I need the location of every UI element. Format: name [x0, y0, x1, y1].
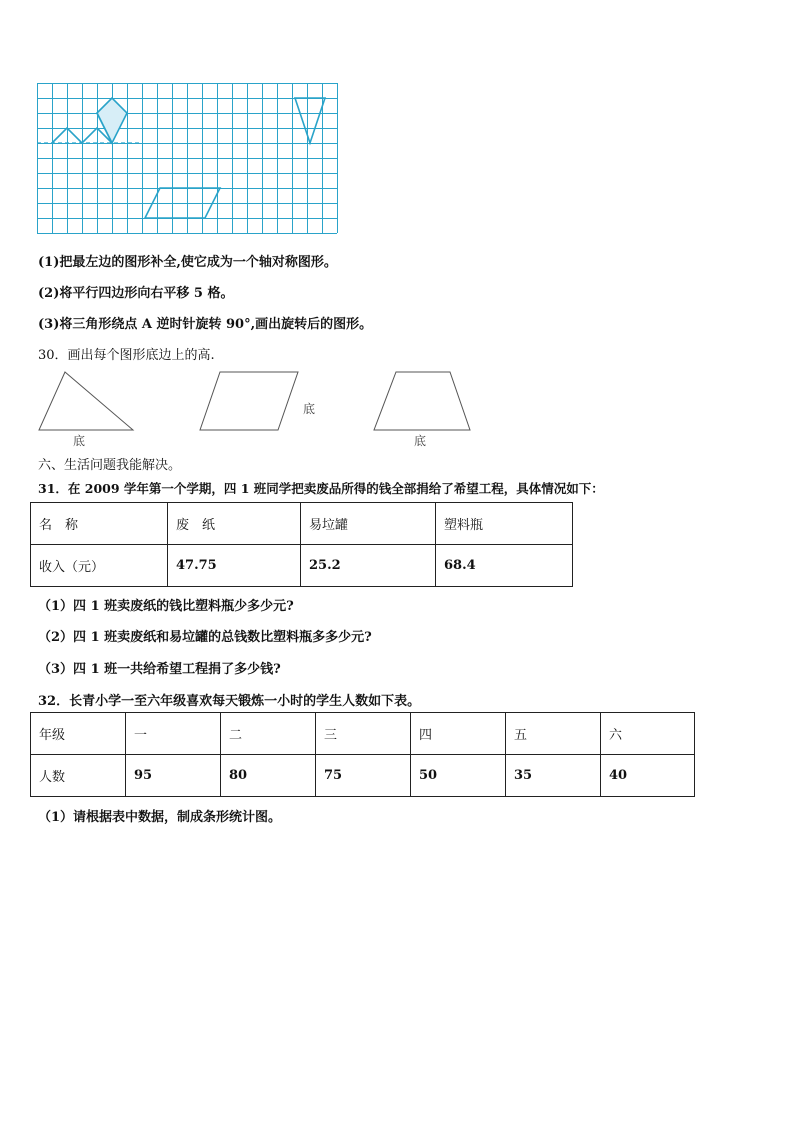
table-cell: 人数: [31, 755, 126, 797]
q31-table: [30, 502, 573, 587]
question-32-title: 32．长青小学一至六年级喜欢每天锻炼一小时的学生人数如下表。: [38, 694, 421, 709]
table-cell: 75: [316, 755, 411, 797]
table-cell: 塑料瓶: [436, 503, 573, 545]
table-row: [31, 755, 695, 797]
q31-question-1: （1）四 1 班卖废纸的钱比塑料瓶少多少元?: [38, 599, 294, 614]
base-label-parallelogram: 底: [303, 402, 316, 416]
table-cell: 年级: [31, 713, 126, 755]
question-30-title: 30．画出每个图形底边上的高.: [38, 348, 215, 363]
table-cell: 25.2: [301, 545, 436, 587]
q32-table: [30, 712, 695, 797]
q32-question-1: （1）请根据表中数据，制成条形统计图。: [38, 810, 282, 825]
left-figure: [52, 98, 127, 143]
table-cell: 50: [411, 755, 506, 797]
table-cell: 易垃罐: [301, 503, 436, 545]
figure-triangle: [37, 370, 137, 432]
figure-trapezoid: [372, 370, 474, 432]
table-cell: 40: [601, 755, 695, 797]
table-cell: 六: [601, 713, 695, 755]
table-cell: 收入（元）: [31, 545, 168, 587]
q31-question-3: （3）四 1 班一共给希望工程捐了多少钱?: [38, 662, 281, 677]
table-cell: 三: [316, 713, 411, 755]
table-cell: 35: [506, 755, 601, 797]
table-cell: 一: [126, 713, 221, 755]
table-cell: 废 纸: [168, 503, 301, 545]
section-6-title: 六、生活问题我能解决。: [38, 458, 182, 473]
table-cell: 名 称: [31, 503, 168, 545]
table-cell: 五: [506, 713, 601, 755]
base-label-trapezoid: 底: [414, 434, 427, 448]
table-cell: 四: [411, 713, 506, 755]
table-cell: 95: [126, 755, 221, 797]
instruction-2: (2)将平行四边形向右平移 5 格。: [38, 286, 234, 301]
grid-figure: [37, 83, 343, 235]
grid-lines: [37, 83, 338, 234]
question-31-title: 31．在 2009 学年第一个学期，四 1 班同学把卖废品所得的钱全部捐给了希望工程，具体情况如下：: [38, 481, 604, 496]
table-row: [31, 545, 573, 587]
instruction-3: (3)将三角形绕点 A 逆时针旋转 90°,画出旋转后的图形。: [38, 317, 373, 332]
triangle: [295, 98, 325, 143]
table-row: [31, 713, 695, 755]
figure-parallelogram: [198, 370, 302, 432]
instruction-1: (1)把最左边的图形补全,使它成为一个轴对称图形。: [38, 255, 337, 270]
table-row: [31, 503, 573, 545]
table-cell: 二: [221, 713, 316, 755]
table-cell: 47.75: [168, 545, 301, 587]
base-label-triangle: 底: [73, 434, 86, 448]
table-cell: 80: [221, 755, 316, 797]
q31-question-2: （2）四 1 班卖废纸和易垃罐的总钱数比塑料瓶多多少元?: [38, 630, 372, 645]
table-cell: 68.4: [436, 545, 573, 587]
